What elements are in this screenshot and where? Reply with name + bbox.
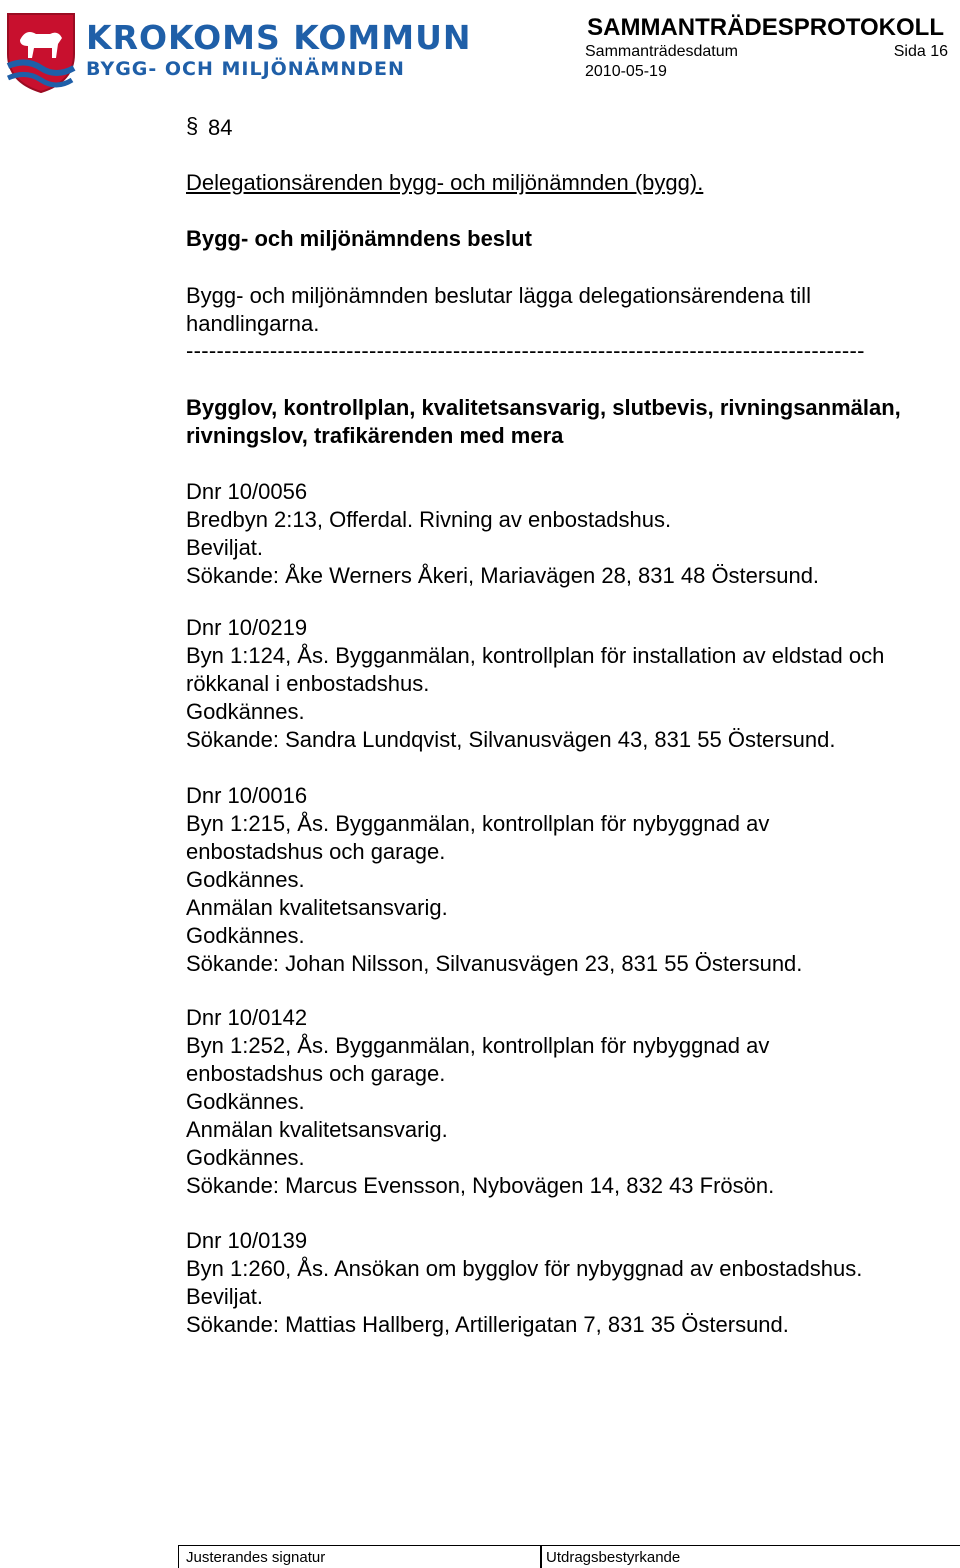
case-dnr: Dnr 10/0142 xyxy=(186,1005,308,1030)
case-dnr: Dnr 10/0139 xyxy=(186,1228,308,1253)
signature-divider xyxy=(540,1545,542,1568)
dashed-divider: ----------------------------------------------------------------------------------------- xyxy=(186,338,865,363)
case-description: Byn 1:252, Ås. Bygganmälan, kontrollplan för nybyggnad av enbostadshus och garage. xyxy=(186,1033,770,1086)
case-entry xyxy=(186,478,906,590)
case-decision: Beviljat. xyxy=(186,1284,264,1309)
section-subject: Delegationsärenden bygg- och miljönämnden (bygg). xyxy=(186,170,704,195)
case-entry xyxy=(186,614,906,754)
case-extra: Anmälan kvalitetsansvarig. xyxy=(186,1117,448,1142)
case-decision: Godkännes. xyxy=(186,699,305,724)
case-description: Byn 1:124, Ås. Bygganmälan, kontrollplan för installation av eldstad och rökkanal i enbostadshus. xyxy=(186,643,885,696)
date-label: Sammanträdesdatum xyxy=(585,43,738,60)
page-number: Sida 16 xyxy=(893,43,948,60)
case-applicant: Sökande: Åke Werners Åkeri, Mariavägen 28, 831 48 Östersund. xyxy=(186,563,820,588)
case-entry xyxy=(186,1004,906,1200)
case-extra-decision: Godkännes. xyxy=(186,1145,305,1170)
case-applicant: Sökande: Marcus Evensson, Nybovägen 14, 832 43 Frösön. xyxy=(186,1173,775,1198)
signature-label: Justerandes signatur xyxy=(186,1549,326,1566)
case-description: Bredbyn 2:13, Offerdal. Rivning av enbostadshus. xyxy=(186,507,672,532)
section-number: 84 xyxy=(208,115,233,140)
certification-label: Utdragsbestyrkande xyxy=(546,1549,681,1566)
case-decision: Godkännes. xyxy=(186,867,305,892)
case-extra-decision: Godkännes. xyxy=(186,923,305,948)
case-extra: Anmälan kvalitetsansvarig. xyxy=(186,895,448,920)
case-dnr: Dnr 10/0016 xyxy=(186,783,308,808)
case-decision: Godkännes. xyxy=(186,1089,305,1114)
case-entry xyxy=(186,1227,906,1339)
meeting-date: 2010-05-19 xyxy=(585,63,667,80)
case-applicant: Sökande: Johan Nilsson, Silvanusvägen 23, 831 55 Östersund. xyxy=(186,951,803,976)
case-dnr: Dnr 10/0219 xyxy=(186,615,308,640)
org-name: KROKOMS KOMMUN xyxy=(86,18,472,57)
section-symbol: § xyxy=(186,113,199,138)
coat-of-arms-icon xyxy=(6,10,76,94)
case-description: Byn 1:260, Ås. Ansökan om bygglov för nybyggnad av enbostadshus. xyxy=(186,1256,863,1281)
decision-heading: Bygg- och miljönämndens beslut xyxy=(186,226,532,251)
case-decision: Beviljat. xyxy=(186,535,264,560)
municipality-logo xyxy=(6,10,472,94)
case-dnr: Dnr 10/0056 xyxy=(186,479,308,504)
case-entry xyxy=(186,782,906,978)
case-description: Byn 1:215, Ås. Bygganmälan, kontrollplan för nybyggnad av enbostadshus och garage. xyxy=(186,811,770,864)
org-subtitle: BYGG- OCH MILJÖNÄMNDEN xyxy=(86,58,405,80)
case-applicant: Sökande: Mattias Hallberg, Artillerigatan 7, 831 35 Östersund. xyxy=(186,1312,789,1337)
document-title: SAMMANTRÄDESPROTOKOLL xyxy=(587,14,944,41)
case-applicant: Sökande: Sandra Lundqvist, Silvanusvägen 43, 831 55 Östersund. xyxy=(186,727,836,752)
decision-text: Bygg- och miljönämnden beslutar lägga delegationsärendena till handlingarna. xyxy=(186,283,811,336)
category-heading: Bygglov, kontrollplan, kvalitetsansvarig, slutbevis, rivningsanmälan, rivningslov, trafikärenden med mera xyxy=(186,395,901,448)
